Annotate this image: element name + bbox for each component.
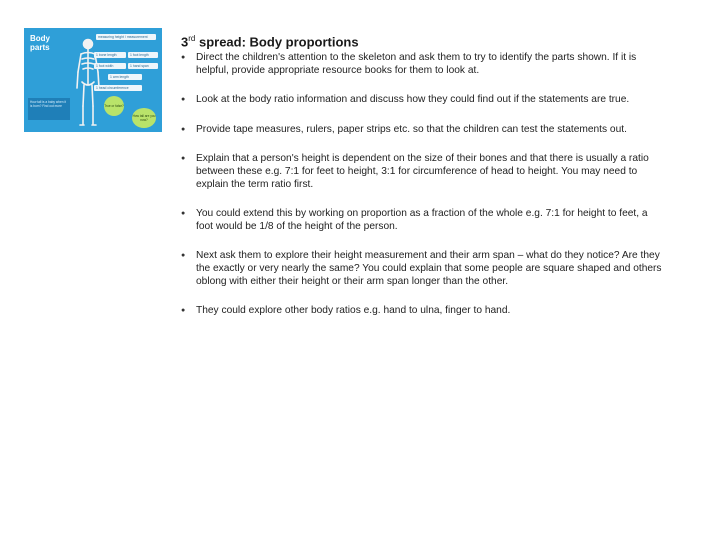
thumbnail-box: 1 foot width [94,63,126,69]
bullet-list [181,52,667,318]
thumbnail-box: 1 bone length [94,52,126,58]
title-ordinal: 3 [181,34,189,50]
thumbnail-tag: Body parts [30,34,50,52]
spread-thumbnail [24,28,162,132]
thumbnail-box: 1 arm length [108,74,142,80]
list-item: ● Provide tape measures, rulers, paper strips etc. so that the children can test the statements out. [181,124,667,137]
list-item: ● You could extend this by working on proportion as a fraction of the whole e.g. 7:1 for height to feet, a foot would be 1/8 of the height of the person. [181,208,667,233]
list-item: ● Explain that a person's height is dependent on the size of their bones and that there is usually a ratio between these e.g. 7:1 for feet to height, 3:1 for circumference of head to height. You may need to explain the term ratio first. [181,153,667,191]
list-item: ● Look at the body ratio information and discuss how they could find out if the statements are true. [181,94,667,107]
list-item: ● Direct the children's attention to the skeleton and ask them to try to identify the parts shown. If it is helpful, provide appropriate resource books for them to look at. [181,52,667,77]
thumbnail-box: 1 foot length [128,52,158,58]
list-item: ● Next ask them to explore their height measurement and their arm span – what do they notice? Are they the exactly or very nearly the same? You could explain that some people are square shaped and others oblong with either their height or their arm span longer than the other. [181,250,667,288]
thumbnail-box: 1 hand span [128,63,158,69]
thumbnail-bubble: How tall are you now? [132,108,156,128]
thumbnail-box: 1 head circumference [94,85,142,91]
thumbnail-bubble: True or false? [104,96,124,116]
list-item: ● They could explore other body ratios e.g. hand to ulna, finger to hand. [181,305,667,318]
title-ordinal-suffix: rd [188,34,196,43]
title-text: spread: Body proportions [195,34,359,50]
thumbnail-title-box: measuring height / measurement [96,34,156,40]
page-title [181,34,359,49]
thumbnail-plate: How tall is a baby when it is born? Find out more [28,98,70,120]
